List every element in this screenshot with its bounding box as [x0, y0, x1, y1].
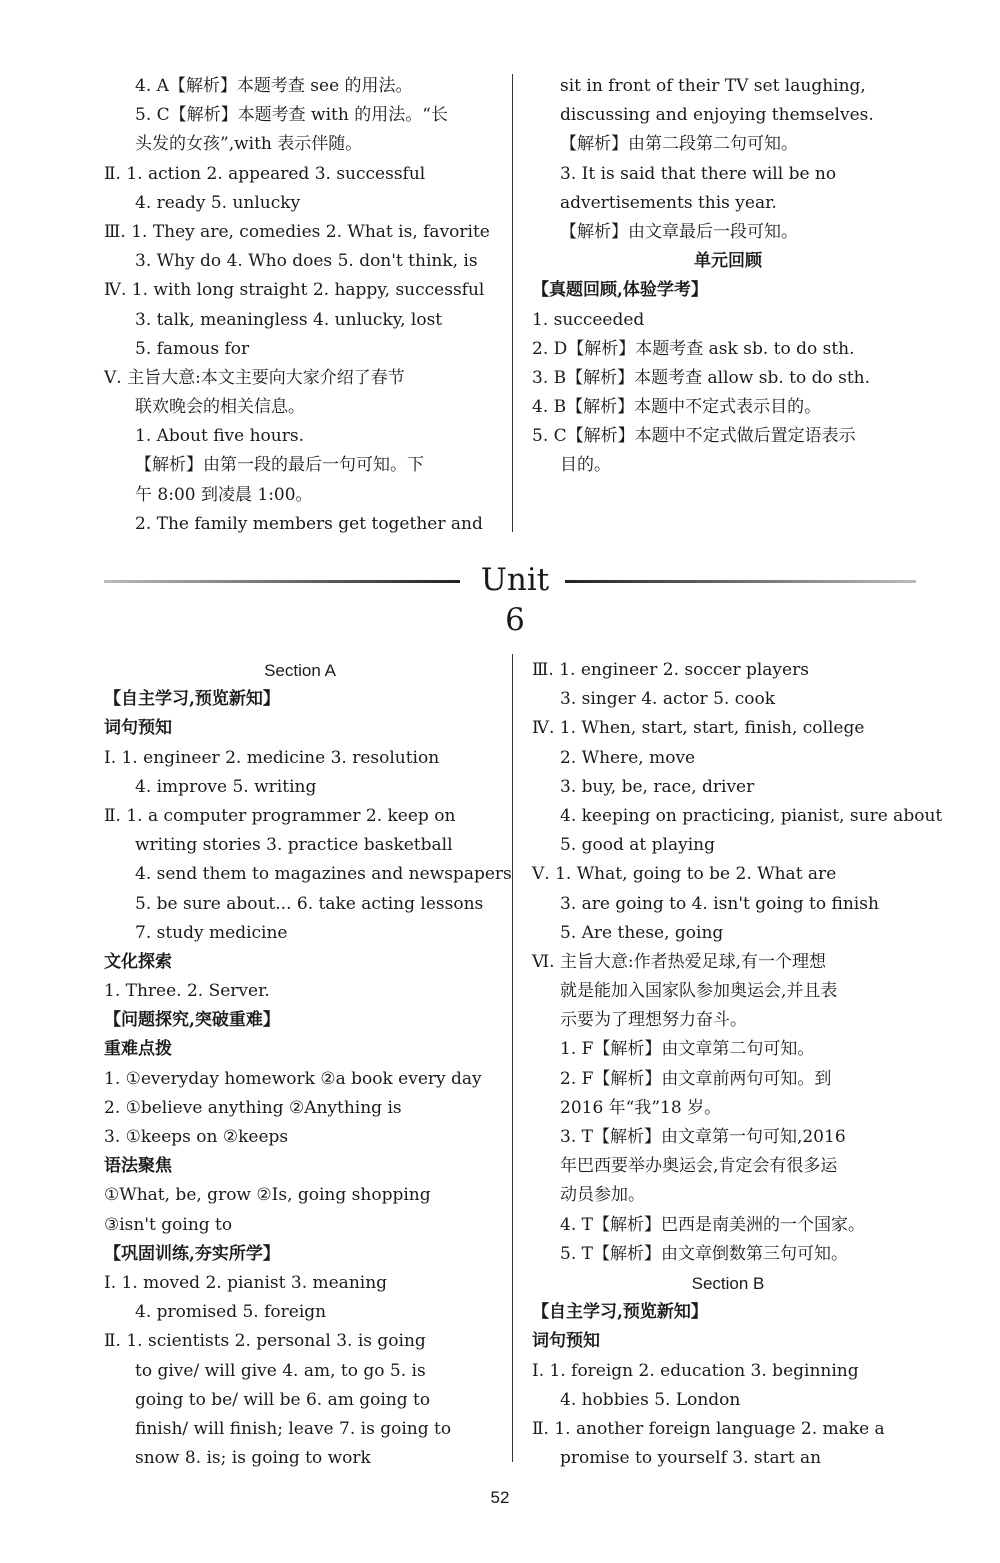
top-left-line: Ⅱ. 1. action 2. appeared 3. successful — [104, 163, 426, 184]
bottom-left-line: Ⅰ. 1. engineer 2. medicine 3. resolution — [104, 747, 440, 768]
bottom-left-line: 词句预知 — [104, 718, 172, 739]
unit-rule-left — [104, 580, 460, 583]
top-left-line: 联欢晚会的相关信息。 — [135, 397, 305, 418]
top-right-line: 2. D【解析】本题考查 ask sb. to do sth. — [532, 338, 855, 359]
top-right-line: discussing and enjoying themselves. — [560, 105, 874, 126]
top-column-divider — [512, 74, 513, 532]
bottom-left-line: Ⅱ. 1. scientists 2. personal 3. is going — [104, 1331, 426, 1352]
top-left-line: 4. A【解析】本题考查 see 的用法。 — [135, 76, 413, 96]
top-left-line: 头发的女孩”,with 表示伴随。 — [135, 134, 363, 155]
bottom-right-line: 词句预知 — [532, 1331, 600, 1352]
bottom-right-line: 4. T【解析】巴西是南美洲的一个国家。 — [560, 1214, 865, 1235]
bottom-left-line: 7. study medicine — [135, 922, 288, 943]
top-right-line: 【解析】由第二段第二句可知。 — [560, 134, 798, 155]
bottom-right-line: 4. hobbies 5. London — [560, 1389, 741, 1410]
bottom-right-line: 5. T【解析】由文章倒数第三句可知。 — [560, 1243, 848, 1264]
top-left-line: 3. Why do 4. Who does 5. don't think, is — [135, 251, 478, 272]
bottom-column-divider — [512, 654, 513, 1462]
bottom-right-line: 4. keeping on practicing, pianist, sure about — [560, 805, 943, 826]
bottom-right-line: 【自主学习,预览新知】 — [532, 1302, 708, 1323]
bottom-right-line: 3. buy, be, race, driver — [560, 776, 755, 797]
bottom-right-line: 3. are going to 4. isn't going to finish — [560, 893, 879, 914]
top-left-line: 1. About five hours. — [135, 426, 304, 447]
bottom-left-line: 4. improve 5. writing — [135, 776, 317, 797]
top-left-line: 3. talk, meaningless 4. unlucky, lost — [135, 309, 443, 330]
bottom-left-line: Ⅰ. 1. moved 2. pianist 3. meaning — [104, 1272, 388, 1293]
top-right-line: sit in front of their TV set laughing, — [560, 76, 866, 96]
bottom-right-line: 就是能加入国家队参加奥运会,并且表 — [560, 981, 838, 1002]
top-right-line: 1. succeeded — [532, 309, 645, 330]
top-left-line: Ⅳ. 1. with long straight 2. happy, successful — [104, 280, 485, 301]
bottom-left-line: Ⅱ. 1. a computer programmer 2. keep on — [104, 805, 456, 826]
top-right-line: 4. B【解析】本题中不定式表示目的。 — [532, 397, 822, 418]
bottom-right-line: 5. good at playing — [560, 835, 715, 856]
top-left-line: 2. The family members get together and — [135, 513, 483, 534]
top-right-column — [532, 72, 924, 481]
top-right-line: 单元回顾 — [694, 251, 762, 272]
bottom-right-line: 2016 年“我”18 岁。 — [560, 1097, 722, 1118]
top-left-line: 5. famous for — [135, 338, 250, 359]
bottom-left-line: writing stories 3. practice basketball — [135, 835, 453, 856]
top-right-line: 3. It is said that there will be no — [560, 163, 837, 184]
bottom-left-line: 重难点拨 — [104, 1039, 172, 1060]
bottom-left-line: 【自主学习,预览新知】 — [104, 689, 280, 710]
top-left-column — [104, 72, 496, 539]
bottom-left-line: 5. be sure about... 6. take acting lessons — [135, 893, 484, 914]
bottom-right-line: 动员参加。 — [560, 1185, 645, 1206]
top-right-line: 5. C【解析】本题中不定式做后置定语表示 — [532, 426, 856, 447]
top-left-line: Ⅲ. 1. They are, comedies 2. What is, favorite — [104, 221, 490, 242]
bottom-left-line: Section A — [264, 661, 336, 680]
bottom-right-line: 5. Are these, going — [560, 922, 724, 943]
bottom-right-line: Ⅳ. 1. When, start, start, finish, college — [532, 718, 865, 739]
bottom-left-line: ①What, be, grow ②Is, going shopping — [104, 1185, 431, 1206]
top-right-line: advertisements this year. — [560, 192, 777, 213]
bottom-left-line: 文化探索 — [104, 951, 172, 972]
unit-rule-right — [565, 580, 916, 583]
bottom-left-line: 1. ①everyday homework ②a book every day — [104, 1068, 482, 1089]
top-right-line: 3. B【解析】本题考查 allow sb. to do sth. — [532, 367, 871, 388]
bottom-left-line: 【问题探究,突破重难】 — [104, 1010, 280, 1031]
bottom-left-line: 语法聚焦 — [104, 1156, 172, 1177]
page-number: 52 — [490, 1488, 510, 1507]
bottom-right-column — [532, 656, 943, 1473]
bottom-left-line: snow 8. is; is going to work — [135, 1448, 371, 1469]
bottom-right-line: 2. F【解析】由文章前两句可知。到 — [560, 1068, 832, 1089]
top-right-line: 【真题回顾,体验学考】 — [532, 280, 708, 301]
top-left-line: 【解析】由第一段的最后一句可知。下 — [135, 455, 424, 476]
bottom-right-line: 2. Where, move — [560, 747, 696, 768]
bottom-right-line: promise to yourself 3. start an — [560, 1448, 822, 1469]
bottom-left-line: 4. send them to magazines and newspapers — [135, 864, 512, 885]
bottom-right-line: Ⅴ. 1. What, going to be 2. What are — [532, 864, 837, 885]
bottom-right-line: Ⅲ. 1. engineer 2. soccer players — [532, 660, 809, 680]
bottom-left-column — [104, 656, 512, 1473]
bottom-right-line: 示要为了理想努力奋斗。 — [560, 1010, 747, 1031]
top-left-line: Ⅴ. 主旨大意:本文主要向大家介绍了春节 — [104, 367, 405, 388]
bottom-left-line: 2. ①believe anything ②Anything is — [104, 1097, 402, 1118]
bottom-right-line: Ⅱ. 1. another foreign language 2. make a — [532, 1418, 885, 1439]
bottom-left-line: to give/ will give 4. am, to go 5. is — [135, 1360, 426, 1381]
unit-title: Unit 6 — [480, 562, 550, 638]
bottom-left-line: finish/ will finish; leave 7. is going to — [135, 1418, 452, 1439]
bottom-left-line: 【巩固训练,夯实所学】 — [104, 1243, 280, 1264]
bottom-left-line: 1. Three. 2. Server. — [104, 981, 270, 1002]
bottom-left-line: going to be/ will be 6. am going to — [135, 1389, 431, 1410]
top-right-line: 【解析】由文章最后一段可知。 — [560, 221, 798, 242]
bottom-right-line: 3. singer 4. actor 5. cook — [560, 689, 775, 710]
bottom-right-line: 3. T【解析】由文章第一句可知,2016 — [560, 1127, 846, 1147]
bottom-left-line: 4. promised 5. foreign — [135, 1302, 327, 1323]
bottom-right-line: Ⅰ. 1. foreign 2. education 3. beginning — [532, 1360, 859, 1381]
bottom-right-line: 年巴西要举办奥运会,肯定会有很多运 — [560, 1156, 838, 1177]
bottom-right-line: Section B — [691, 1273, 765, 1293]
bottom-right-line: 1. F【解析】由文章第二句可知。 — [560, 1039, 815, 1060]
top-left-line: 4. ready 5. unlucky — [135, 192, 301, 213]
top-left-line: 5. C【解析】本题考查 with 的用法。“长 — [135, 105, 448, 126]
bottom-right-line: Ⅵ. 主旨大意:作者热爱足球,有一个理想 — [532, 951, 827, 972]
bottom-left-line: ③isn't going to — [104, 1214, 233, 1235]
bottom-left-line: 3. ①keeps on ②keeps — [104, 1127, 289, 1147]
top-right-line: 目的。 — [560, 455, 611, 476]
top-left-line: 午 8:00 到凌晨 1:00。 — [135, 484, 313, 505]
